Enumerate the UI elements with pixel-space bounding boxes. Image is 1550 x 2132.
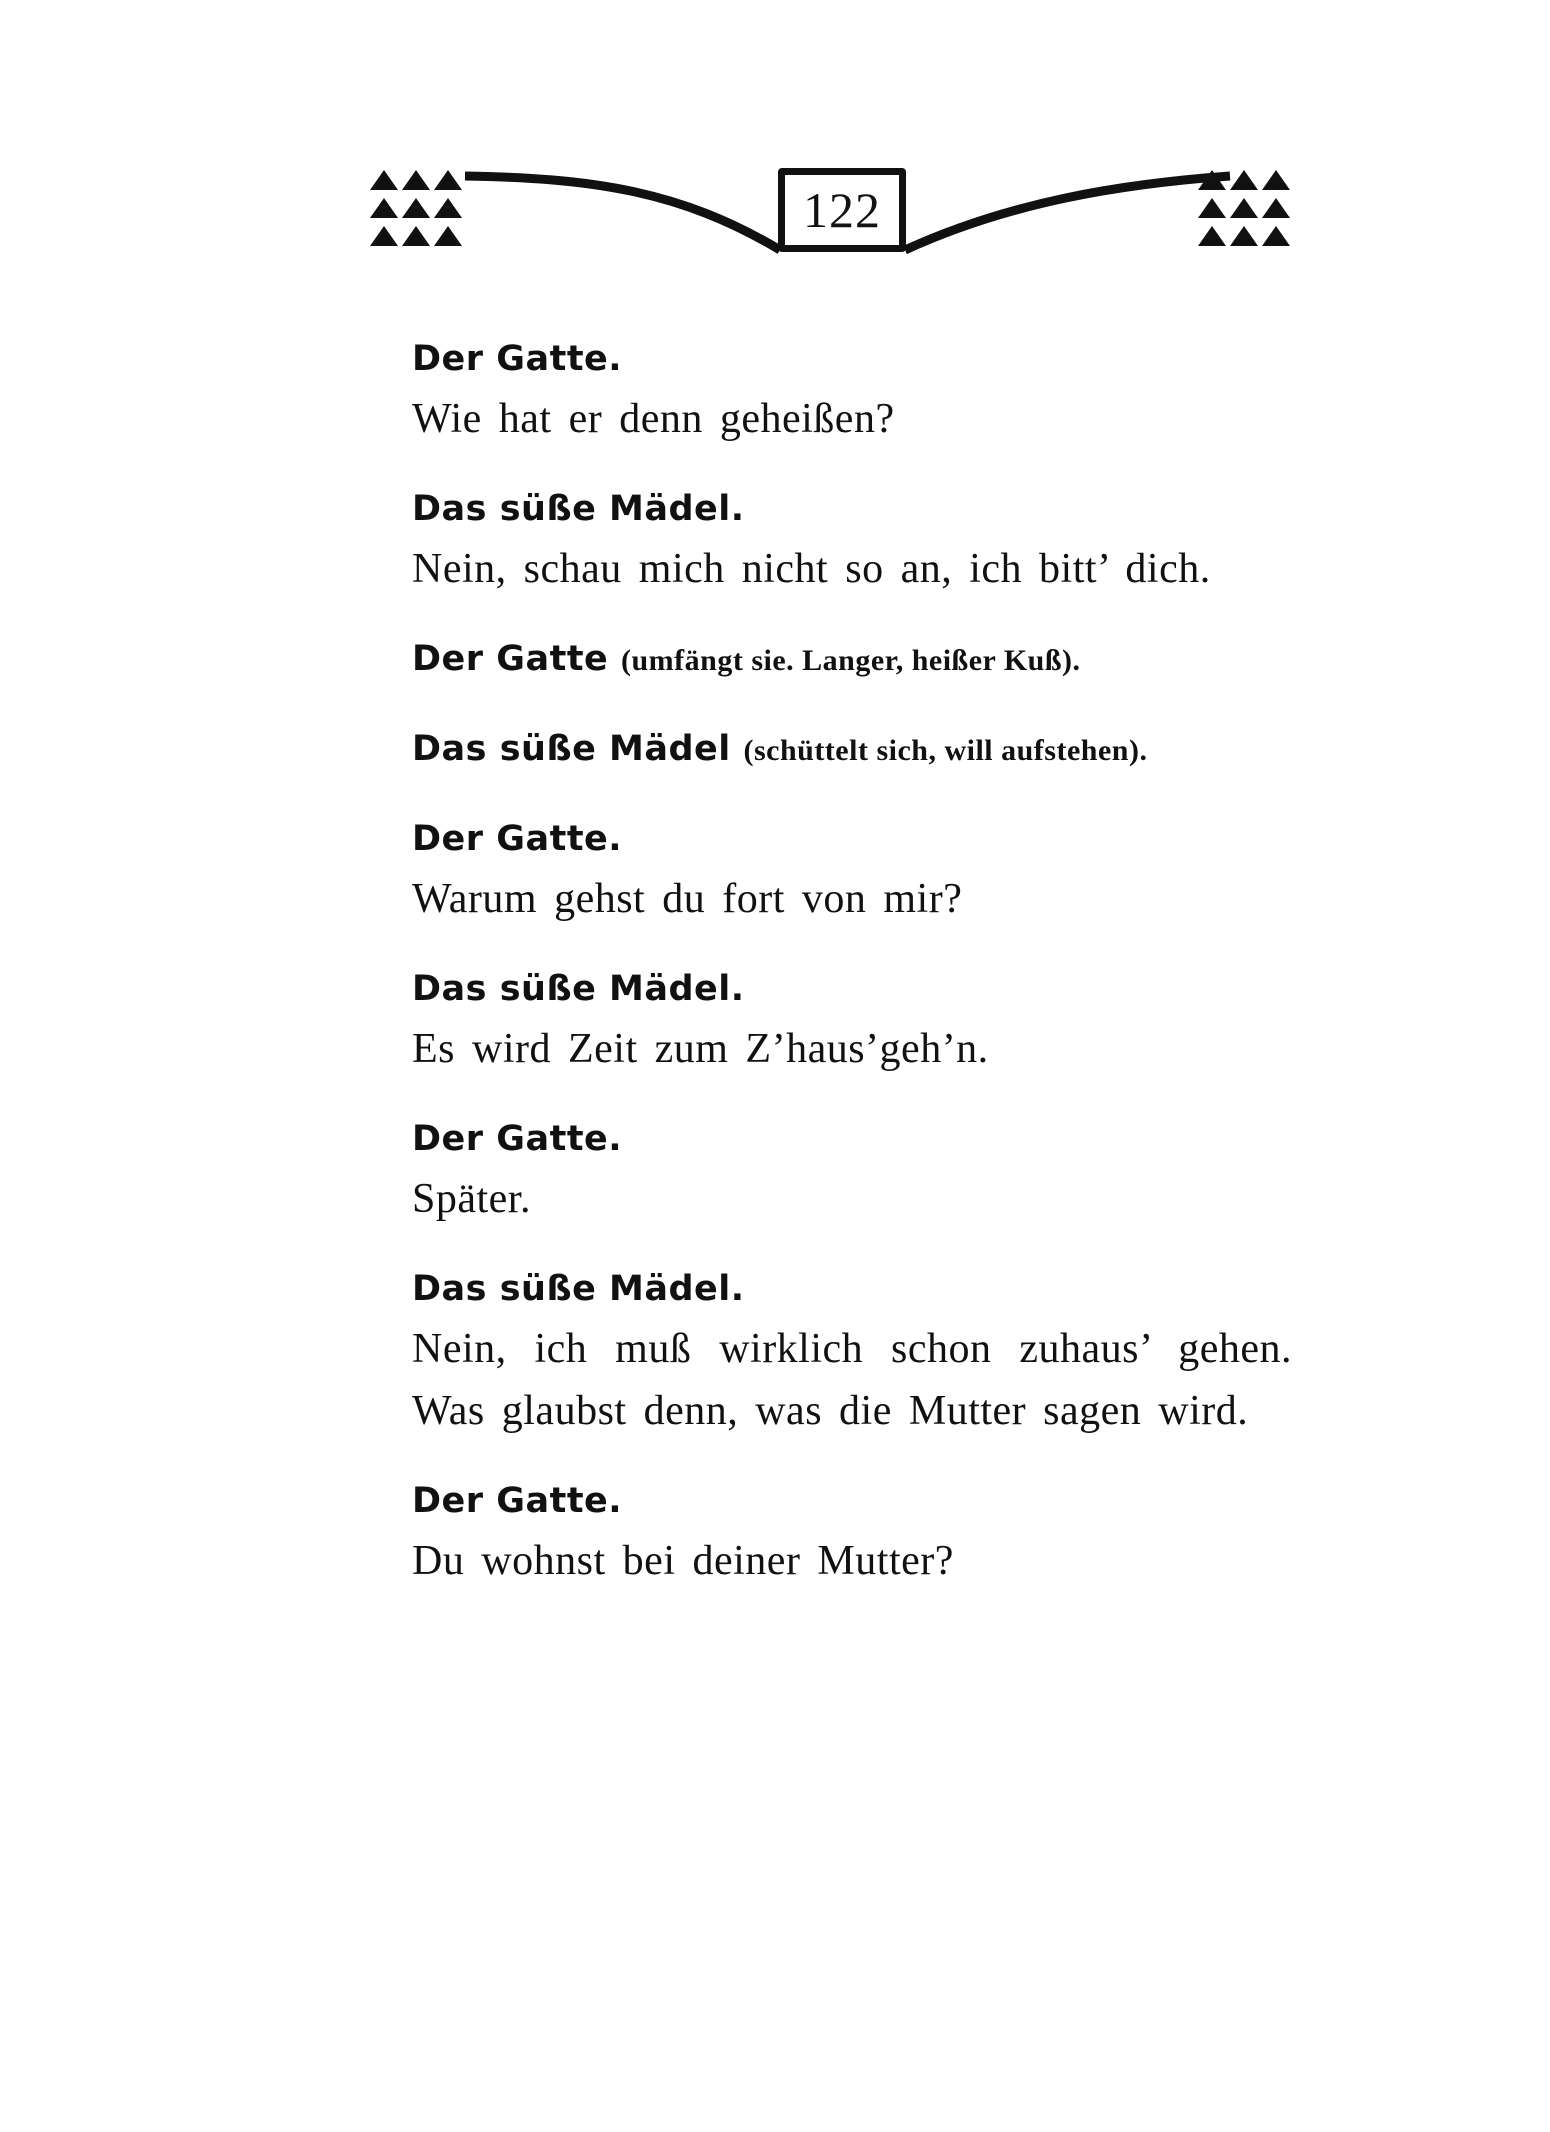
speaker-name: Der Gatte. (412, 1481, 623, 1521)
speaker-name: Der Gatte. (412, 339, 623, 379)
speaker-with-stage-direction (412, 630, 1292, 690)
left-triangle-cluster-icon (370, 170, 462, 246)
spoken-line: Es wird Zeit zum Z’haus’geh’n. (412, 1026, 989, 1072)
dialogue-block (412, 1472, 1292, 1592)
right-swag-line (905, 176, 1230, 250)
spoken-line: Warum gehst du fort von mir? (412, 876, 963, 922)
spoken-line: Nein, schau mich nicht so an, ich bitt’ dich. (412, 546, 1211, 592)
spoken-line: Du wohnst bei deiner Mutter? (412, 1538, 954, 1584)
stage-direction: (umfängt sie. Langer, heißer Kuß). (620, 644, 1081, 677)
speaker-name: Das süße Mädel. (412, 489, 745, 529)
speaker-name: Der Gatte (412, 639, 609, 679)
left-swag-line (465, 176, 780, 250)
page-header-ornament (360, 150, 1310, 280)
dialogue-block (412, 1110, 1292, 1230)
speaker-with-stage-direction (412, 720, 1292, 780)
speaker-name: Das süße Mädel (412, 729, 731, 769)
dialogue-block (412, 960, 1292, 1080)
dialogue-block (412, 330, 1292, 450)
spoken-line: Wie hat er denn geheißen? (412, 396, 895, 442)
dialogue-block (412, 1260, 1292, 1442)
right-triangle-cluster-icon (1198, 170, 1290, 246)
spoken-line: Nein, ich muß wirklich schon zuhaus’ gehen. Was glaubst denn, was die Mutter sagen wird. (412, 1326, 1292, 1434)
speaker-name: Das süße Mädel. (412, 1269, 745, 1309)
speaker-name: Das süße Mädel. (412, 969, 745, 1009)
dialogue-block (412, 720, 1292, 780)
page-number: 122 (803, 182, 881, 238)
speaker-name: Der Gatte. (412, 819, 623, 859)
dialogue-block (412, 810, 1292, 930)
dialogue-block (412, 480, 1292, 600)
stage-direction: (schüttelt sich, will aufstehen). (743, 734, 1148, 767)
spoken-line: Später. (412, 1176, 531, 1222)
page-number-frame (778, 168, 906, 252)
speaker-name: Der Gatte. (412, 1119, 623, 1159)
dialogue-block (412, 630, 1292, 690)
dialogue-text (412, 330, 1292, 1622)
